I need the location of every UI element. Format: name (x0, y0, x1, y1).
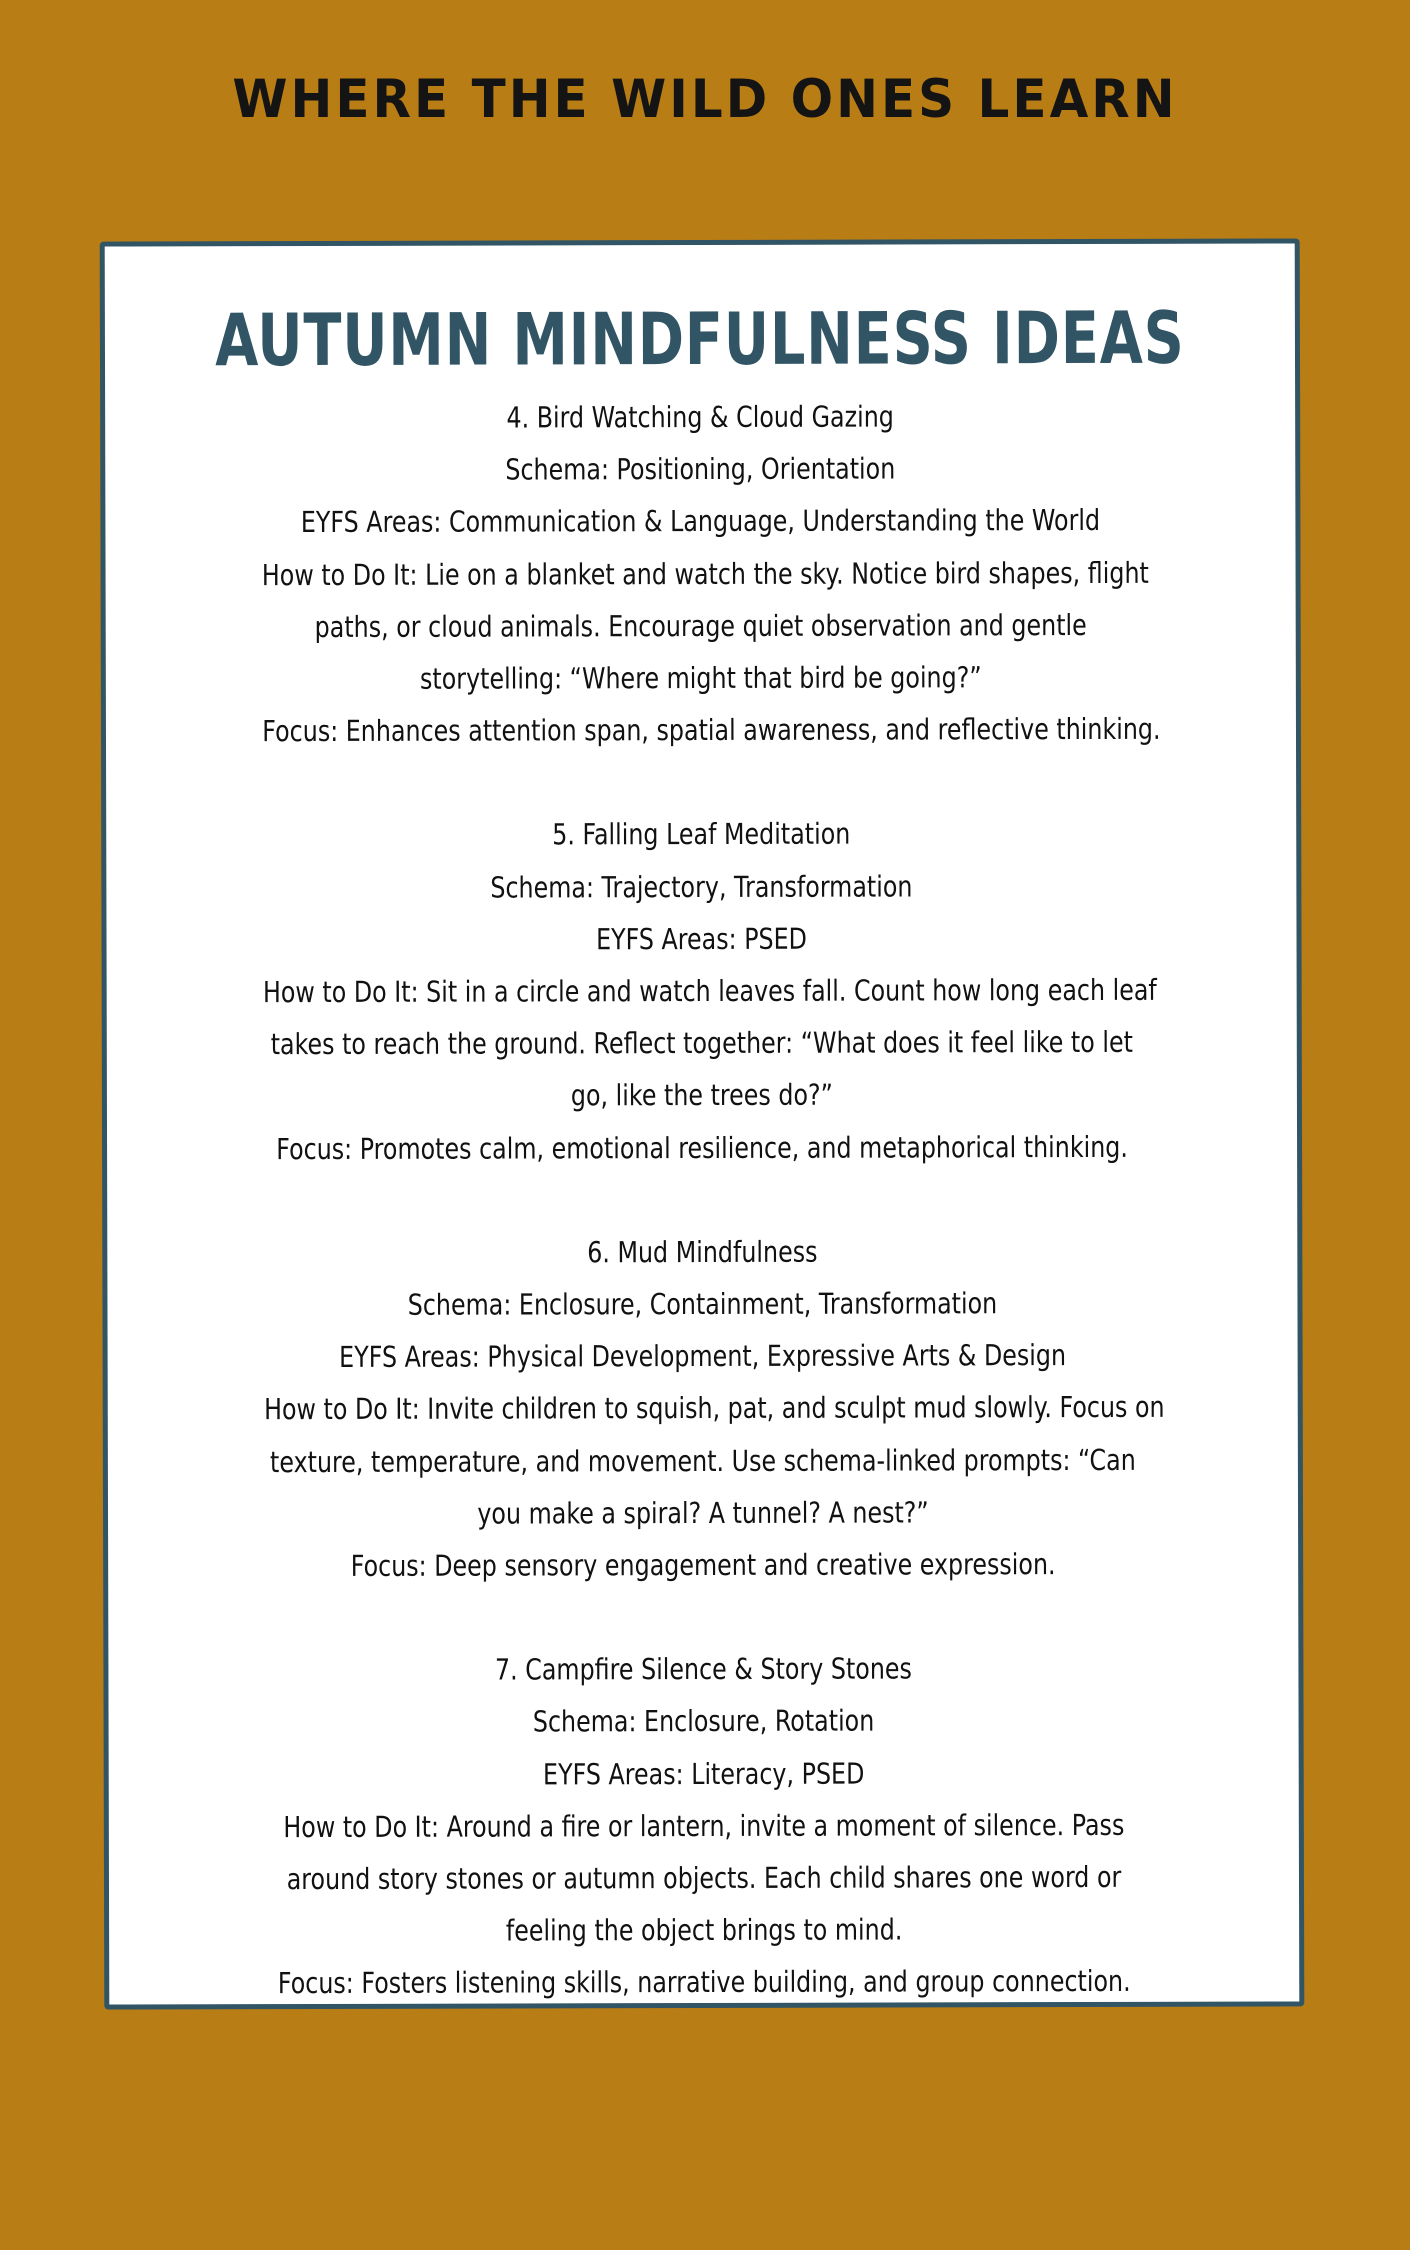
idea-focus: Focus: Fosters listening skills, narrative building, and group connection. (277, 1964, 1131, 2001)
idea-eyfs: EYFS Areas: PSED (595, 921, 808, 957)
page-header-title: WHERE THE WILD ONES LEARN (232, 68, 1178, 130)
idea-how-line: takes to reach the ground. Reflect together: “What does it feel like to let (270, 1025, 1133, 1062)
idea-how-line: How to Do It: Around a fire or lantern, invite a moment of silence. Pass (283, 1807, 1125, 1844)
idea-section (165, 390, 1236, 758)
idea-heading: 5. Falling Leaf Meditation (552, 817, 851, 852)
idea-eyfs: EYFS Areas: Physical Development, Expressive Arts & Design (339, 1338, 1067, 1375)
idea-how-line: How to Do It: Lie on a blanket and watch the sky. Notice bird shapes, flight (261, 555, 1149, 592)
idea-schema: Schema: Positioning, Orientation (505, 451, 896, 487)
idea-section (167, 1224, 1238, 1592)
idea-section (166, 807, 1237, 1175)
idea-eyfs: EYFS Areas: Literacy, PSED (542, 1756, 865, 1792)
idea-how-line: How to Do It: Sit in a circle and watch leaves fall. Count how long each leaf (262, 972, 1157, 1010)
idea-schema: Schema: Trajectory, Transformation (490, 869, 913, 905)
idea-focus: Focus: Enhances attention span, spatial awareness, and reflective thinking. (262, 712, 1161, 749)
idea-how-line: texture, temperature, and movement. Use schema-linked prompts: “Can (269, 1442, 1136, 1479)
idea-schema: Schema: Enclosure, Containment, Transformation (407, 1286, 998, 1322)
idea-how-line: around story stones or autumn objects. Each child shares one word or (286, 1859, 1122, 1897)
idea-heading: 4. Bird Watching & Cloud Gazing (506, 399, 894, 435)
idea-heading: 7. Campfire Silence & Story Stones (494, 1651, 912, 1687)
idea-section (168, 1642, 1239, 2010)
idea-how-line: How to Do It: Invite children to squish, pat, and sculpt mud slowly. Focus on (264, 1390, 1165, 1427)
idea-focus: Focus: Deep sensory engagement and creative expression. (350, 1547, 1056, 1583)
idea-how-line: storytelling: “Where might that bird be going?” (419, 660, 982, 696)
idea-schema: Schema: Enclosure, Rotation (532, 1704, 875, 1739)
idea-heading: 6. Mud Mindfulness (587, 1234, 818, 1270)
idea-how-line: paths, or cloud animals. Encourage quiet observation and gentle (314, 607, 1087, 644)
idea-how-line: go, like the trees do?” (570, 1078, 833, 1113)
ideas-content (165, 390, 1239, 2010)
idea-eyfs: EYFS Areas: Communication & Language, Understanding the World (300, 503, 1101, 540)
idea-focus: Focus: Promotes calm, emotional resilience, and metaphorical thinking. (276, 1129, 1128, 1166)
idea-how-line: you make a spiral? A tunnel? A nest?” (477, 1495, 929, 1531)
idea-how-line: feeling the object brings to mind. (505, 1912, 903, 1948)
ideas-card (100, 238, 1305, 2009)
card-title: AUTUMN MINDFULNESS IDEAS (215, 295, 1185, 383)
